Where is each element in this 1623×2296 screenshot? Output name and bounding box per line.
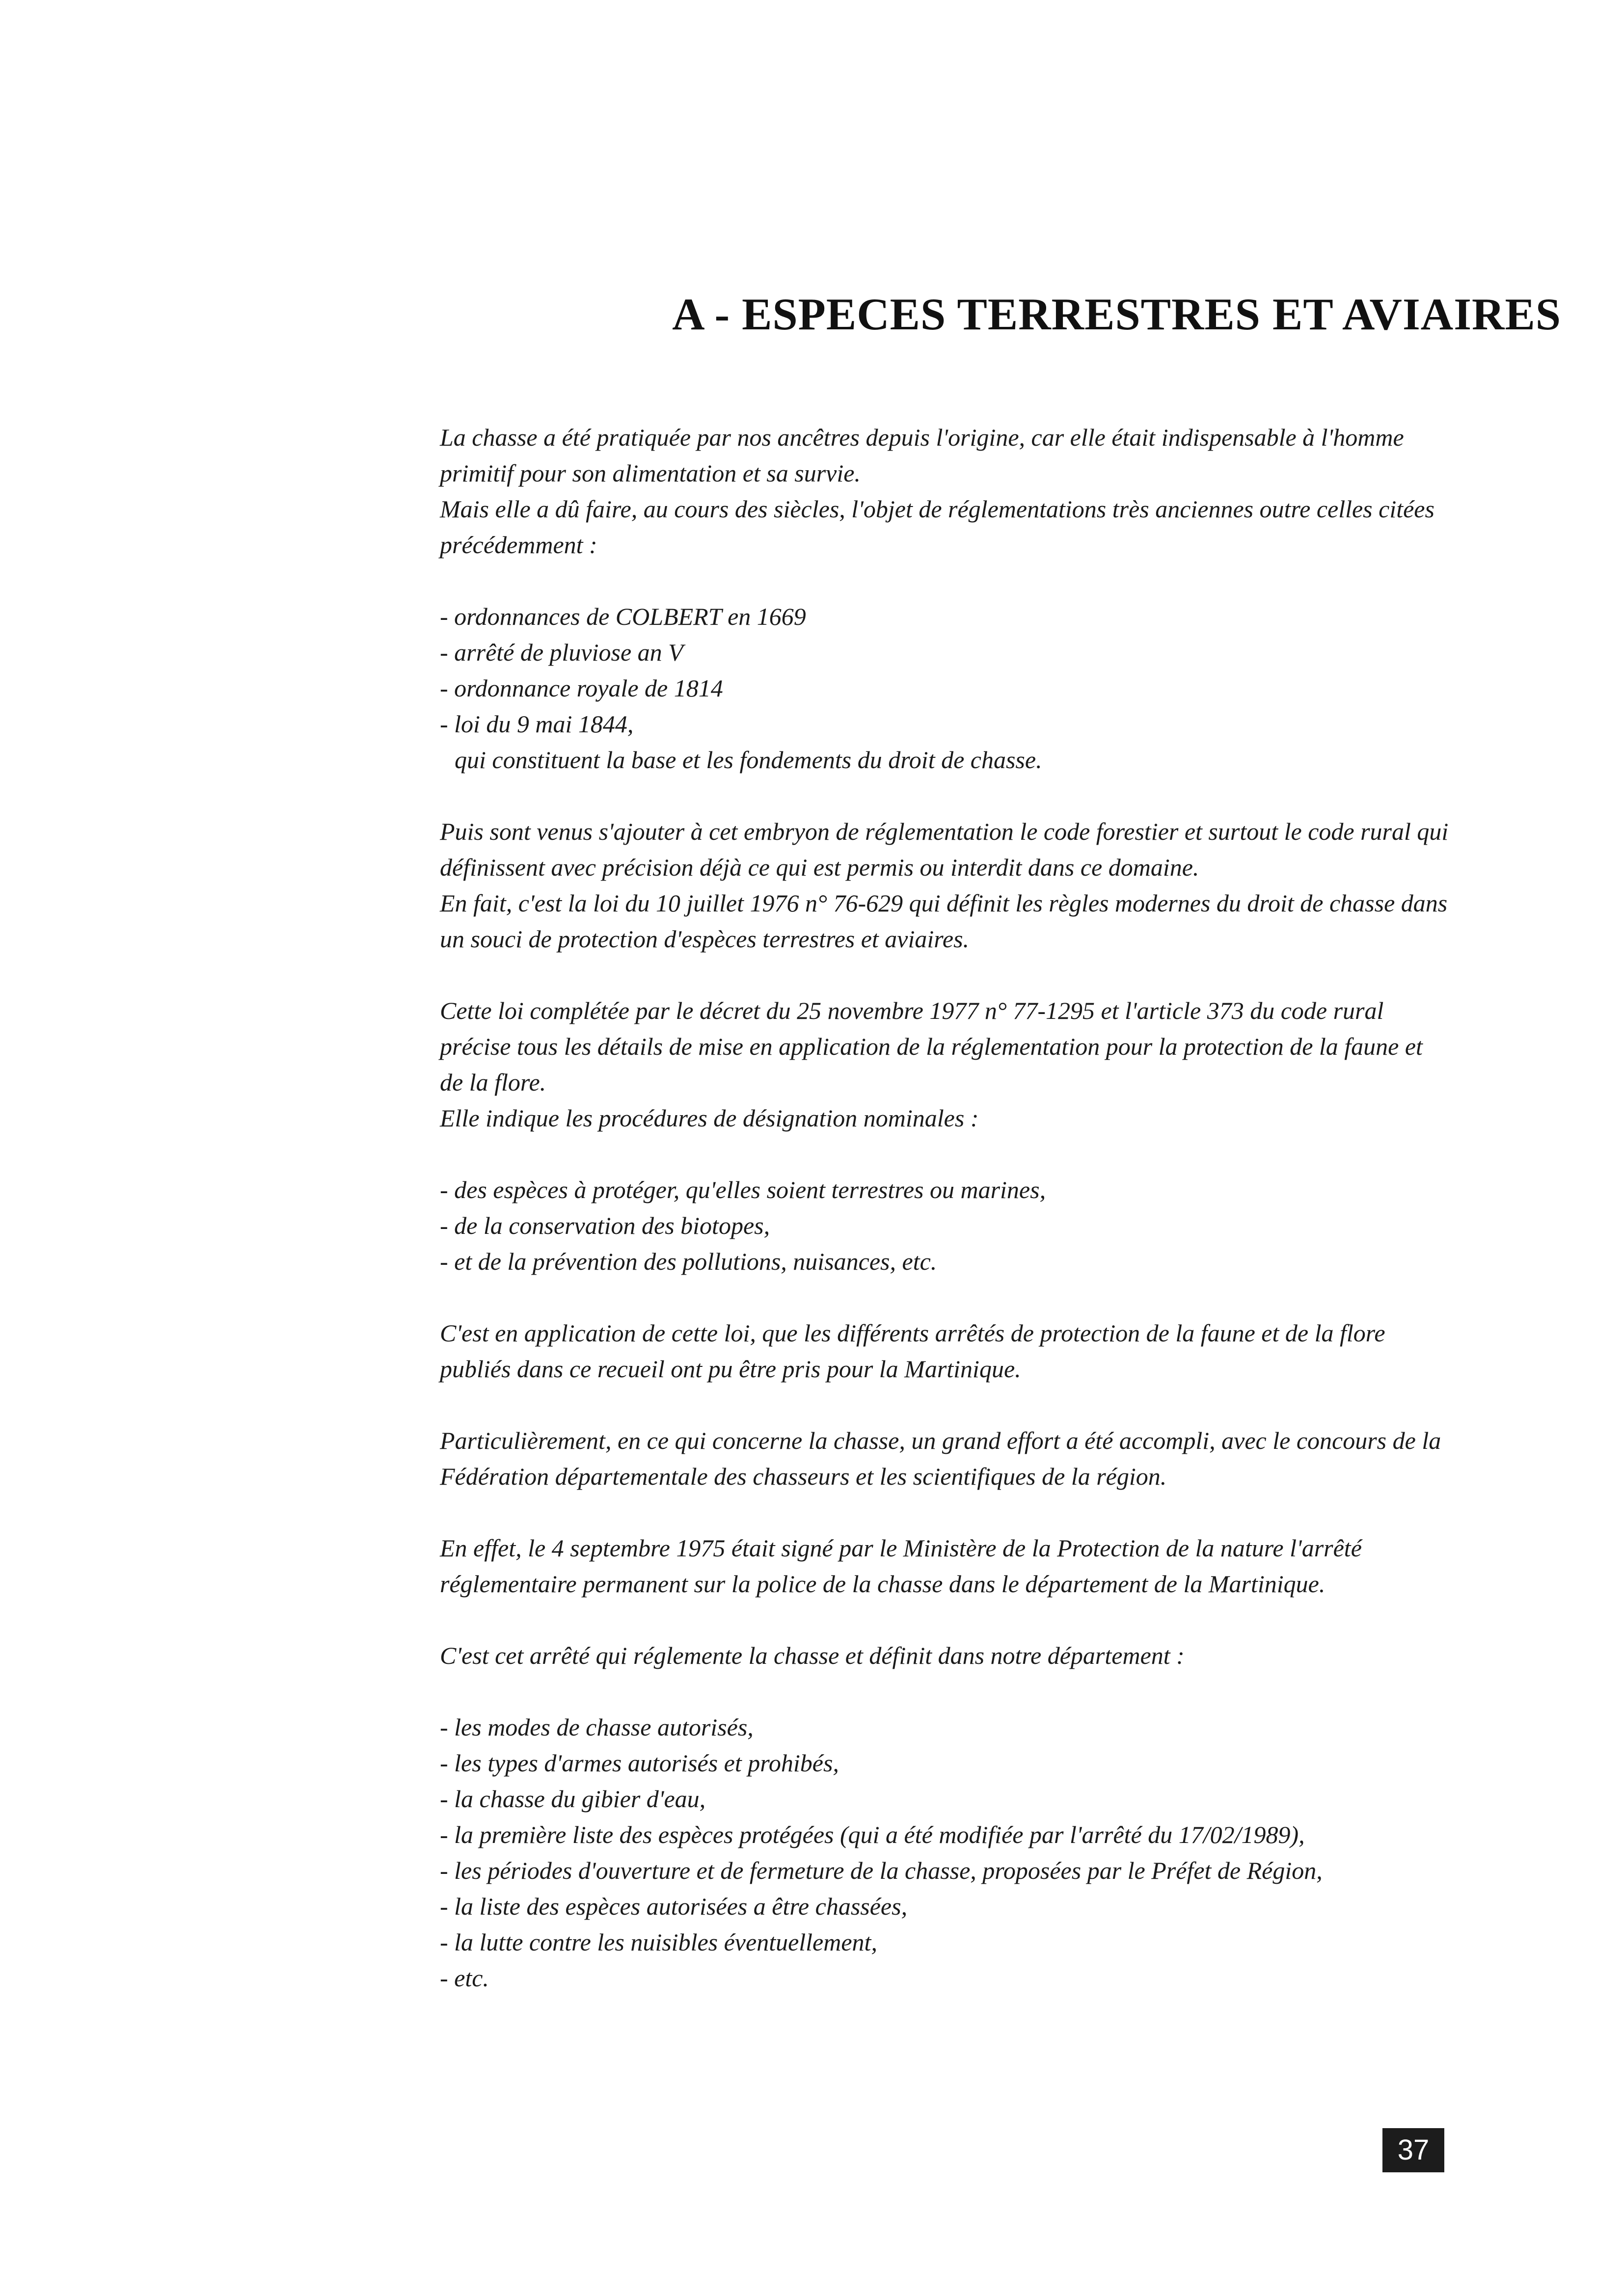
- regulations-conclusion: qui constituent la base et les fondements du droit de chasse.: [455, 746, 1042, 774]
- list-item: - la première liste des espèces protégées (qui a été modifiée par l'arrêté du 17/02/1989),: [440, 1821, 1305, 1848]
- hunting-rules-list: [440, 1709, 1449, 1996]
- list-item: - de la conservation des biotopes,: [440, 1212, 770, 1239]
- intro-sentence-1: La chasse a été pratiquée par nos ancêtres depuis l'origine, car elle était indispensable à l'homme primitif pour son alimentation et sa survie.: [440, 424, 1404, 487]
- designations-list: [440, 1172, 1449, 1280]
- list-item: - les modes de chasse autorisés,: [440, 1713, 754, 1741]
- list-item: - etc.: [440, 1964, 489, 1992]
- forestry-code-sentence-2: En fait, c'est la loi du 10 juillet 1976 n° 76-629 qui définit les règles modernes du droit de chasse dans un souci de protection d'espèces terrestres et aviaires.: [440, 889, 1448, 953]
- list-item: - des espèces à protéger, qu'elles soient terrestres ou marines,: [440, 1176, 1046, 1203]
- intro-paragraph: [440, 420, 1449, 563]
- list-item: - la liste des espèces autorisées a être chassées,: [440, 1893, 908, 1920]
- list-item: - les périodes d'ouverture et de fermeture de la chasse, proposées par le Préfet de Région,: [440, 1857, 1323, 1884]
- page-number: 37: [1382, 2128, 1444, 2172]
- list-item: - la chasse du gibier d'eau,: [440, 1785, 706, 1813]
- application-paragraph: C'est en application de cette loi, que les différents arrêtés de protection de la faune et de la flore publiés dans ce recueil ont pu être pris pour la Martinique.: [440, 1319, 1385, 1383]
- body-text: [440, 420, 1449, 2032]
- decree-sentence-1: Cette loi complétée par le décret du 25 novembre 1977 n° 77-1295 et l'article 373 du code rural précise tous les détails de mise en application de la réglementation pour la protection de la faune et de la flore.: [440, 997, 1423, 1096]
- forestry-code-sentence-1: Puis sont venus s'ajouter à cet embryon de réglementation le code forestier et surtout le code rural qui définissent avec précision déjà ce qui est permis ou interdit dans ce domaine.: [440, 818, 1449, 881]
- list-item: - ordonnance royale de 1814: [440, 674, 723, 702]
- regulations-list: [440, 599, 1449, 778]
- decree-1975-paragraph: En effet, le 4 septembre 1975 était signé par le Ministère de la Protection de la nature l'arrêté réglementaire permanent sur la police de la chasse dans le département de la Martinique.: [440, 1534, 1362, 1598]
- list-item: - loi du 9 mai 1844,: [440, 710, 634, 738]
- decree-paragraph: [440, 993, 1449, 1136]
- decree-sentence-2: Elle indique les procédures de désignation nominales :: [440, 1104, 979, 1132]
- list-item: - arrêté de pluviose an V: [440, 639, 683, 666]
- page-heading: A - ESPECES TERRESTRES ET AVIAIRES: [672, 289, 1561, 339]
- list-item: - et de la prévention des pollutions, nuisances, etc.: [440, 1248, 937, 1275]
- effort-paragraph: Particulièrement, en ce qui concerne la chasse, un grand effort a été accompli, avec le concours de la Fédération départementale des chasseurs et les scientifiques de la région.: [440, 1427, 1441, 1490]
- list-item: - la lutte contre les nuisibles éventuellement,: [440, 1928, 877, 1956]
- forestry-code-paragraph: [440, 814, 1449, 957]
- list-item: - les types d'armes autorisés et prohibés,: [440, 1749, 839, 1777]
- list-item: - ordonnances de COLBERT en 1669: [440, 603, 806, 630]
- intro-sentence-2: Mais elle a dû faire, au cours des siècles, l'objet de réglementations très anciennes outre celles citées précédemment :: [440, 495, 1434, 559]
- arrete-intro-paragraph: C'est cet arrêté qui réglemente la chasse et définit dans notre département :: [440, 1642, 1185, 1669]
